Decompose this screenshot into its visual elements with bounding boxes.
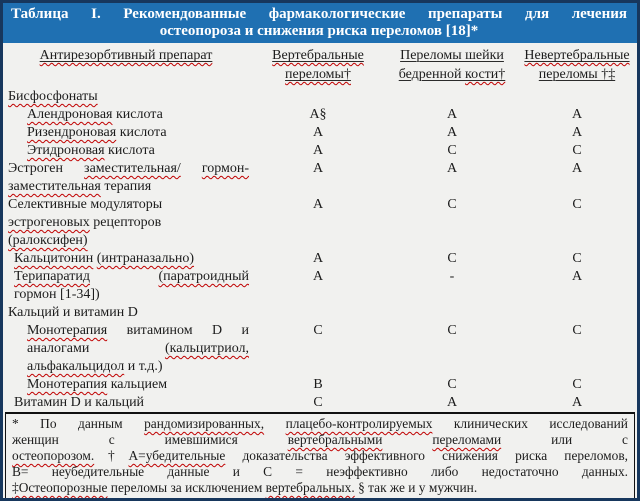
grade-cell: А [312, 161, 324, 176]
drug-name-cell [3, 106, 249, 124]
text-segment: § так же и у мужчин. [354, 480, 478, 495]
grade-cell: А [446, 161, 458, 176]
text-segment: кислота [112, 107, 163, 122]
text-segment: женщин с имевшимися [12, 432, 288, 447]
text-segment: витамином D и [107, 323, 249, 338]
table-title-line-1: Таблица I. Рекомендованные фармакологические препараты для лечения [11, 6, 627, 22]
table-row [3, 106, 637, 124]
grade-cell: С [313, 323, 323, 338]
text-segment [264, 416, 286, 431]
column-header-line [387, 65, 517, 84]
underlined-text [399, 67, 506, 82]
drug-name-line [27, 376, 249, 394]
column-header-line [249, 65, 387, 84]
column-header-row [3, 43, 637, 88]
grade-cell: С [572, 251, 582, 266]
text-segment: гормон- [201, 161, 250, 176]
drug-name-line [14, 394, 249, 412]
drug-name-line [8, 178, 249, 196]
grade-cell: А [446, 125, 458, 140]
grade-cell: А§ [309, 107, 327, 122]
text-segment: Витамин D и кальций [14, 395, 145, 410]
drug-name-line [14, 250, 249, 268]
table-row [3, 142, 637, 160]
text-segment [90, 269, 158, 284]
table-row [3, 250, 637, 268]
section-row [3, 304, 637, 322]
text-segment: вертебральными [287, 432, 383, 447]
text-segment: кислота [104, 143, 155, 158]
text-segment: альфакальцидол [27, 359, 125, 374]
text-segment: переломы† [285, 67, 351, 82]
drug-name-line [8, 196, 249, 214]
text-segment: Кальцитонин [14, 251, 94, 266]
underlined-text [40, 48, 213, 63]
grade-cell: С [572, 143, 582, 158]
text-segment: ‡Остеопорозные [12, 480, 108, 495]
underlined-text [272, 48, 364, 63]
table-row [3, 268, 637, 304]
underlined-text [524, 48, 629, 63]
text-segment: терапия [100, 179, 152, 194]
text-segment: и т.д.) [124, 359, 163, 374]
drug-name-line [8, 88, 249, 106]
table-row [3, 196, 637, 250]
text-segment: Кальций и витамин D [8, 305, 138, 320]
drug-name-cell [3, 160, 249, 196]
table-body [3, 88, 637, 412]
grade-cell: А [571, 269, 583, 284]
grade-cell: А [312, 251, 324, 266]
text-segment: Антирезорбтивный препарат [39, 48, 213, 63]
text-segment: кислота [116, 125, 167, 140]
text-segment: Бисфосфонаты [8, 89, 98, 104]
table-title [3, 3, 637, 43]
grade-cell: А [571, 161, 583, 176]
underlined-text [285, 67, 351, 82]
column-header-line [517, 46, 637, 65]
text-segment: рецепторов [89, 215, 162, 230]
drug-name-line [14, 268, 249, 286]
footnote-line [12, 416, 628, 432]
text-segment: заместительная [8, 179, 101, 194]
text-segment: (кальцитриол, [164, 341, 249, 356]
table-row [3, 394, 637, 412]
drug-name-line [8, 160, 249, 178]
text-segment: бедренной [398, 67, 465, 82]
column-header [3, 46, 249, 65]
text-segment: Этидроновая [27, 143, 105, 158]
grade-cell: А [312, 125, 324, 140]
drug-name-cell [3, 322, 249, 376]
text-segment: или с [501, 432, 628, 447]
text-segment: (паратроидный [158, 269, 249, 284]
grade-cell: А [312, 197, 324, 212]
drug-name-cell [3, 196, 249, 250]
column-header [249, 46, 387, 84]
table-row [3, 124, 637, 142]
text-segment: кальцием [107, 377, 168, 392]
text-segment: Монотерапия [27, 377, 108, 392]
grade-cell: А [571, 107, 583, 122]
text-segment: Переломы шейки [400, 48, 504, 63]
column-header-line [517, 65, 637, 84]
text-segment: гормон [1-34]) [14, 287, 100, 302]
footnote-line [12, 464, 628, 480]
text-segment: Вертебральные [272, 48, 364, 63]
grade-cell: А [446, 395, 458, 410]
grade-cell: А [446, 107, 458, 122]
table-row [3, 160, 637, 196]
text-segment: эстрогеновых [8, 215, 90, 230]
column-header [387, 46, 517, 84]
grade-cell: С [572, 323, 582, 338]
grade-cell: С [572, 377, 582, 392]
text-segment: Ризендроновая [27, 125, 117, 140]
table-title-line-2: остеопороза и снижения риска переломов [18]* [159, 23, 479, 39]
text-segment: доказательства эффективного снижения риска переломов, [225, 448, 628, 463]
text-segment: (ралоксифен) [8, 233, 88, 248]
underlined-text [539, 67, 615, 82]
text-segment: плацебо-контролируемых [285, 416, 433, 431]
drug-name-line [27, 142, 249, 160]
text-segment: заместительная/ [84, 161, 181, 176]
text-segment: переломами [432, 432, 502, 447]
table-row [3, 322, 637, 376]
text-segment [382, 432, 432, 447]
column-header [517, 46, 637, 84]
text-segment: клинических исследований [432, 416, 628, 431]
text-segment: остеопорозом. [12, 448, 95, 463]
text-segment: А=убедительные [128, 448, 226, 463]
drug-name-line [27, 106, 249, 124]
text-segment: рандомизированных, [144, 416, 265, 431]
drug-name-cell [3, 304, 249, 322]
drug-name-cell [3, 124, 249, 142]
column-header-line [387, 46, 517, 65]
text-segment [89, 341, 165, 356]
text-segment: Терипаратид [14, 269, 91, 284]
text-segment [181, 161, 202, 176]
column-header-line [249, 46, 387, 65]
text-segment: аналогами [27, 341, 90, 356]
grade-cell: А [571, 395, 583, 410]
drug-name-cell [3, 376, 249, 394]
text-segment: переломы за исключением [107, 480, 266, 495]
drug-name-line [27, 340, 249, 358]
grade-cell: - [449, 269, 455, 284]
drug-name-line [27, 322, 249, 340]
text-segment: † [94, 448, 129, 463]
drug-name-line [27, 124, 249, 142]
grade-cell: С [447, 251, 457, 266]
grade-cell: А [571, 125, 583, 140]
text-segment: * По данным [12, 416, 145, 431]
footnotes-box [5, 412, 635, 500]
text-segment: Монотерапия [27, 323, 108, 338]
column-header-line [3, 46, 249, 65]
table-row [3, 376, 637, 394]
footnote-line [12, 432, 628, 448]
text-segment: Невертебральные [524, 48, 630, 63]
text-segment: вертебральных. [265, 480, 355, 495]
drug-name-cell [3, 250, 249, 268]
text-segment: Алендроновая [27, 107, 113, 122]
text-segment: Селективные модуляторы [8, 197, 163, 212]
grade-cell: В [313, 377, 323, 392]
grade-cell: С [447, 323, 457, 338]
grade-cell: С [447, 377, 457, 392]
drug-name-line [27, 358, 249, 376]
drug-name-line [8, 214, 249, 232]
grade-cell: С [313, 395, 323, 410]
text-segment: В= неубедительные данные и С = неэффективно либо недостаточно данных. [12, 464, 628, 479]
drug-name-line [14, 286, 249, 304]
text-segment: Эстроген [8, 161, 85, 176]
drug-name-cell [3, 88, 249, 106]
drug-name-cell [3, 268, 249, 304]
grade-cell: А [312, 269, 324, 284]
grade-cell: С [447, 197, 457, 212]
drug-name-line [8, 232, 249, 250]
underlined-text [400, 48, 504, 63]
grade-cell: С [447, 143, 457, 158]
drug-name-cell [3, 142, 249, 160]
drug-name-cell [3, 394, 249, 412]
grade-cell: А [312, 143, 324, 158]
grade-cell: С [572, 197, 582, 212]
text-segment: кости† [465, 67, 506, 82]
section-row [3, 88, 637, 106]
drug-name-line [8, 304, 249, 322]
text-segment: (интраназально) [96, 251, 195, 266]
footnote-line [12, 448, 628, 464]
text-segment: переломы †‡ [538, 67, 616, 82]
footnote-line [12, 480, 628, 496]
